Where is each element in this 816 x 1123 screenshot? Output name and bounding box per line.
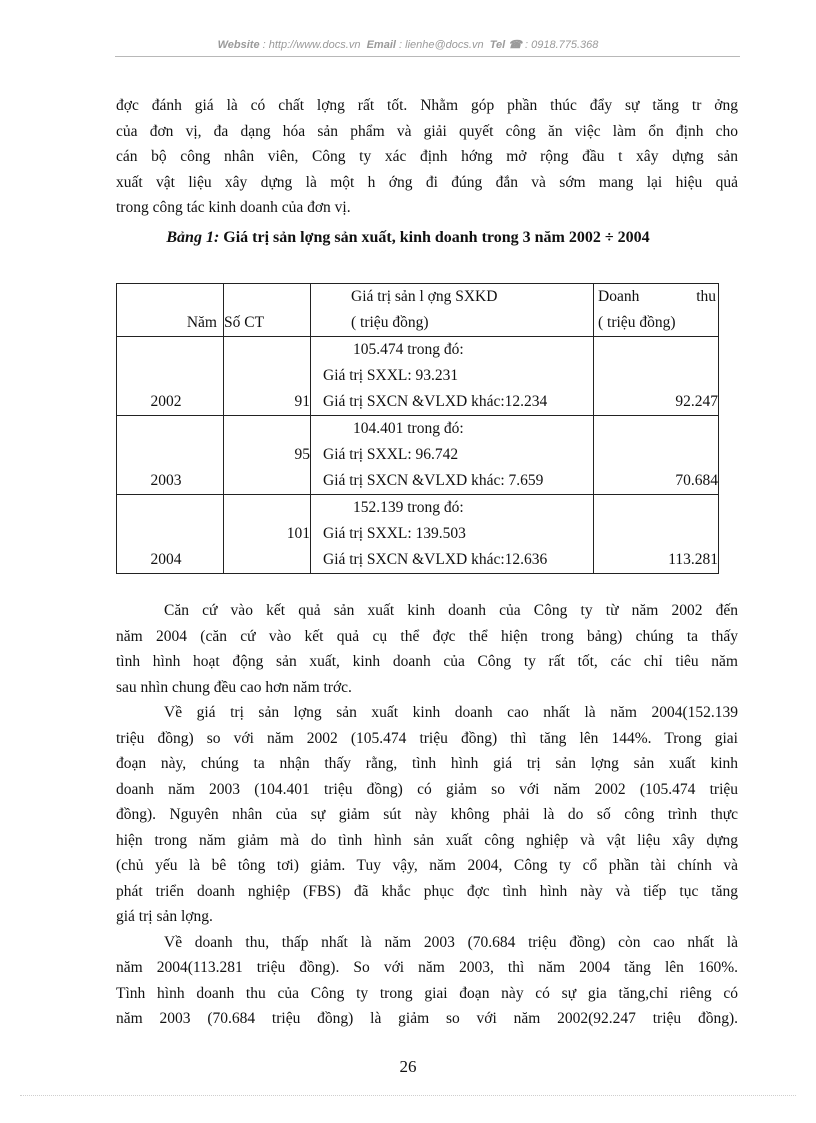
cell-projects: 95 <box>224 416 311 495</box>
table-row <box>117 495 719 574</box>
body-line: triệu đồng) so với năm 2002 (105.474 triệu đồng) thì tăng lên 144%. Trong giai <box>116 729 738 747</box>
footer-divider <box>20 1095 796 1096</box>
cell-output <box>311 495 594 574</box>
table-row <box>117 337 719 416</box>
header-output-line1: Giá trị sản l ợng SXKD <box>351 288 498 305</box>
table-caption-label: Bảng 1: <box>166 229 220 246</box>
cell-output-sxcn: Giá trị SXCN &VLXD khác:12.234 <box>323 393 548 410</box>
header-revenue-word1: Doanh <box>598 288 640 305</box>
body-line: năm 2004 (căn cứ vào kết quả cụ thể đợc thể hiện trong bảng) chúng ta thấy <box>116 627 738 645</box>
website-value: : http://www.docs.vn <box>262 39 361 51</box>
body-line: năm 2003 (70.684 triệu đồng) là giảm so với năm 2002(92.247 triệu đồng). <box>116 1010 738 1027</box>
cell-output-sxxl: Giá trị SXXL: 139.503 <box>323 525 466 542</box>
body-line: đồng). Nguyên nhân của sự giảm sút này không phải là do số công trình thực <box>116 806 738 823</box>
table-caption <box>0 229 816 247</box>
cell-output <box>311 337 594 416</box>
header-revenue-word2: thu <box>696 288 716 305</box>
table-row <box>117 416 719 495</box>
body-line: Về doanh thu, thấp nhất là năm 2003 (70.684 triệu đồng) còn cao nhất là <box>164 933 738 951</box>
body-line: sau nhìn chung đều cao hơn năm trớc. <box>116 678 352 696</box>
website-label: Website <box>217 39 260 51</box>
email-label: Email <box>366 39 396 51</box>
body-line: Tình hình doanh thu của Công ty trong giai đoạn này có sự gia tăng,chỉ riêng có <box>116 984 738 1002</box>
header-output <box>311 284 594 337</box>
body-line: giá trị sản lợng. <box>116 908 213 925</box>
intro-line: cán bộ công nhân viên, Công ty xác định hớng mở rộng đầu t xây dựng sản <box>116 148 738 165</box>
cell-year: 2004 <box>117 495 224 574</box>
intro-paragraph <box>116 93 738 221</box>
tel-label: Tel ☎ <box>489 39 522 51</box>
header-revenue-line2: ( triệu đồng) <box>598 314 676 331</box>
cell-output-sxxl: Giá trị SXXL: 96.742 <box>323 446 459 463</box>
body-line: doanh năm 2003 (104.401 triệu đồng) có giảm so với năm 2002 (105.474 triệu <box>116 780 738 798</box>
body-line: hiện trong năm giảm mà do tình hình sản xuất công nghiệp và vật liệu xây dựng <box>116 831 738 849</box>
table-caption-text: Giá trị sản lợng sản xuất, kinh doanh trong 3 năm 2002 ÷ 2004 <box>219 229 650 246</box>
cell-revenue: 70.684 <box>594 416 719 495</box>
body-line: năm 2004(113.281 triệu đồng). So với năm 2003, thì năm 2004 tăng lên 160%. <box>116 959 738 976</box>
cell-output-sxcn: Giá trị SXCN &VLXD khác:12.636 <box>323 551 548 568</box>
intro-line: của đơn vị, đa dạng hóa sản phẩm và giải quyết công ăn việc làm ổn định cho <box>116 122 738 140</box>
cell-output-total: 104.401 trong đó: <box>353 420 464 437</box>
cell-year: 2003 <box>117 416 224 495</box>
page-number: 26 <box>399 1057 417 1076</box>
cell-projects: 91 <box>224 337 311 416</box>
cell-output-sxxl: Giá trị SXXL: 93.231 <box>323 367 459 384</box>
body-line: đoạn này, chúng ta nhận thấy rằng, tình hình giá trị sản lợng sản xuất kinh <box>116 755 738 772</box>
body-line: phát triển doanh nghiệp (FBS) đã khắc phục đợc tình hình này và tiếp tục tăng <box>116 882 738 900</box>
body-line: (chủ yếu là bê tông tơi) giảm. Tuy vậy, năm 2004, Công ty cổ phần tài chính và <box>116 857 738 874</box>
cell-output-total: 152.139 trong đó: <box>353 499 464 516</box>
intro-line: đợc đánh giá là có chất lợng rất tốt. Nhằm góp phần thúc đẩy sự tăng tr ởng <box>116 97 738 114</box>
intro-line: trong công tác kinh doanh của đơn vị. <box>116 199 351 216</box>
email-value: : lienhe@docs.vn <box>399 39 484 51</box>
cell-output <box>311 416 594 495</box>
header-projects: Số CT <box>224 284 311 337</box>
body-line: Căn cứ vào kết quả sản xuất kinh doanh của Công ty từ năm 2002 đến <box>164 602 738 619</box>
cell-projects: 101 <box>224 495 311 574</box>
table-header-row <box>117 284 719 337</box>
output-revenue-table <box>116 283 719 574</box>
tel-value: : 0918.775.368 <box>525 39 599 51</box>
header-revenue <box>594 284 719 337</box>
body-line: Về giá trị sản lợng sản xuất kinh doanh cao nhất là năm 2004(152.139 <box>164 704 738 721</box>
cell-revenue: 113.281 <box>594 495 719 574</box>
cell-revenue: 92.247 <box>594 337 719 416</box>
header-output-line2: ( triệu đồng) <box>351 314 429 331</box>
intro-line: xuất vật liệu xây dựng là một h ớng đi đúng đắn và sớm mang lại hiệu quả <box>116 173 738 191</box>
header-revenue-line1 <box>594 284 718 310</box>
cell-output-total: 105.474 trong đó: <box>353 341 464 358</box>
cell-output-sxcn: Giá trị SXCN &VLXD khác: 7.659 <box>323 472 544 489</box>
page-header <box>0 38 816 51</box>
body-line: tình hình hoạt động sản xuất, kinh doanh của Công ty rất tốt, các chỉ tiêu năm <box>116 653 738 670</box>
analysis-paragraphs <box>116 598 738 1032</box>
header-year: Năm <box>117 284 224 337</box>
header-divider <box>115 56 740 57</box>
cell-year: 2002 <box>117 337 224 416</box>
